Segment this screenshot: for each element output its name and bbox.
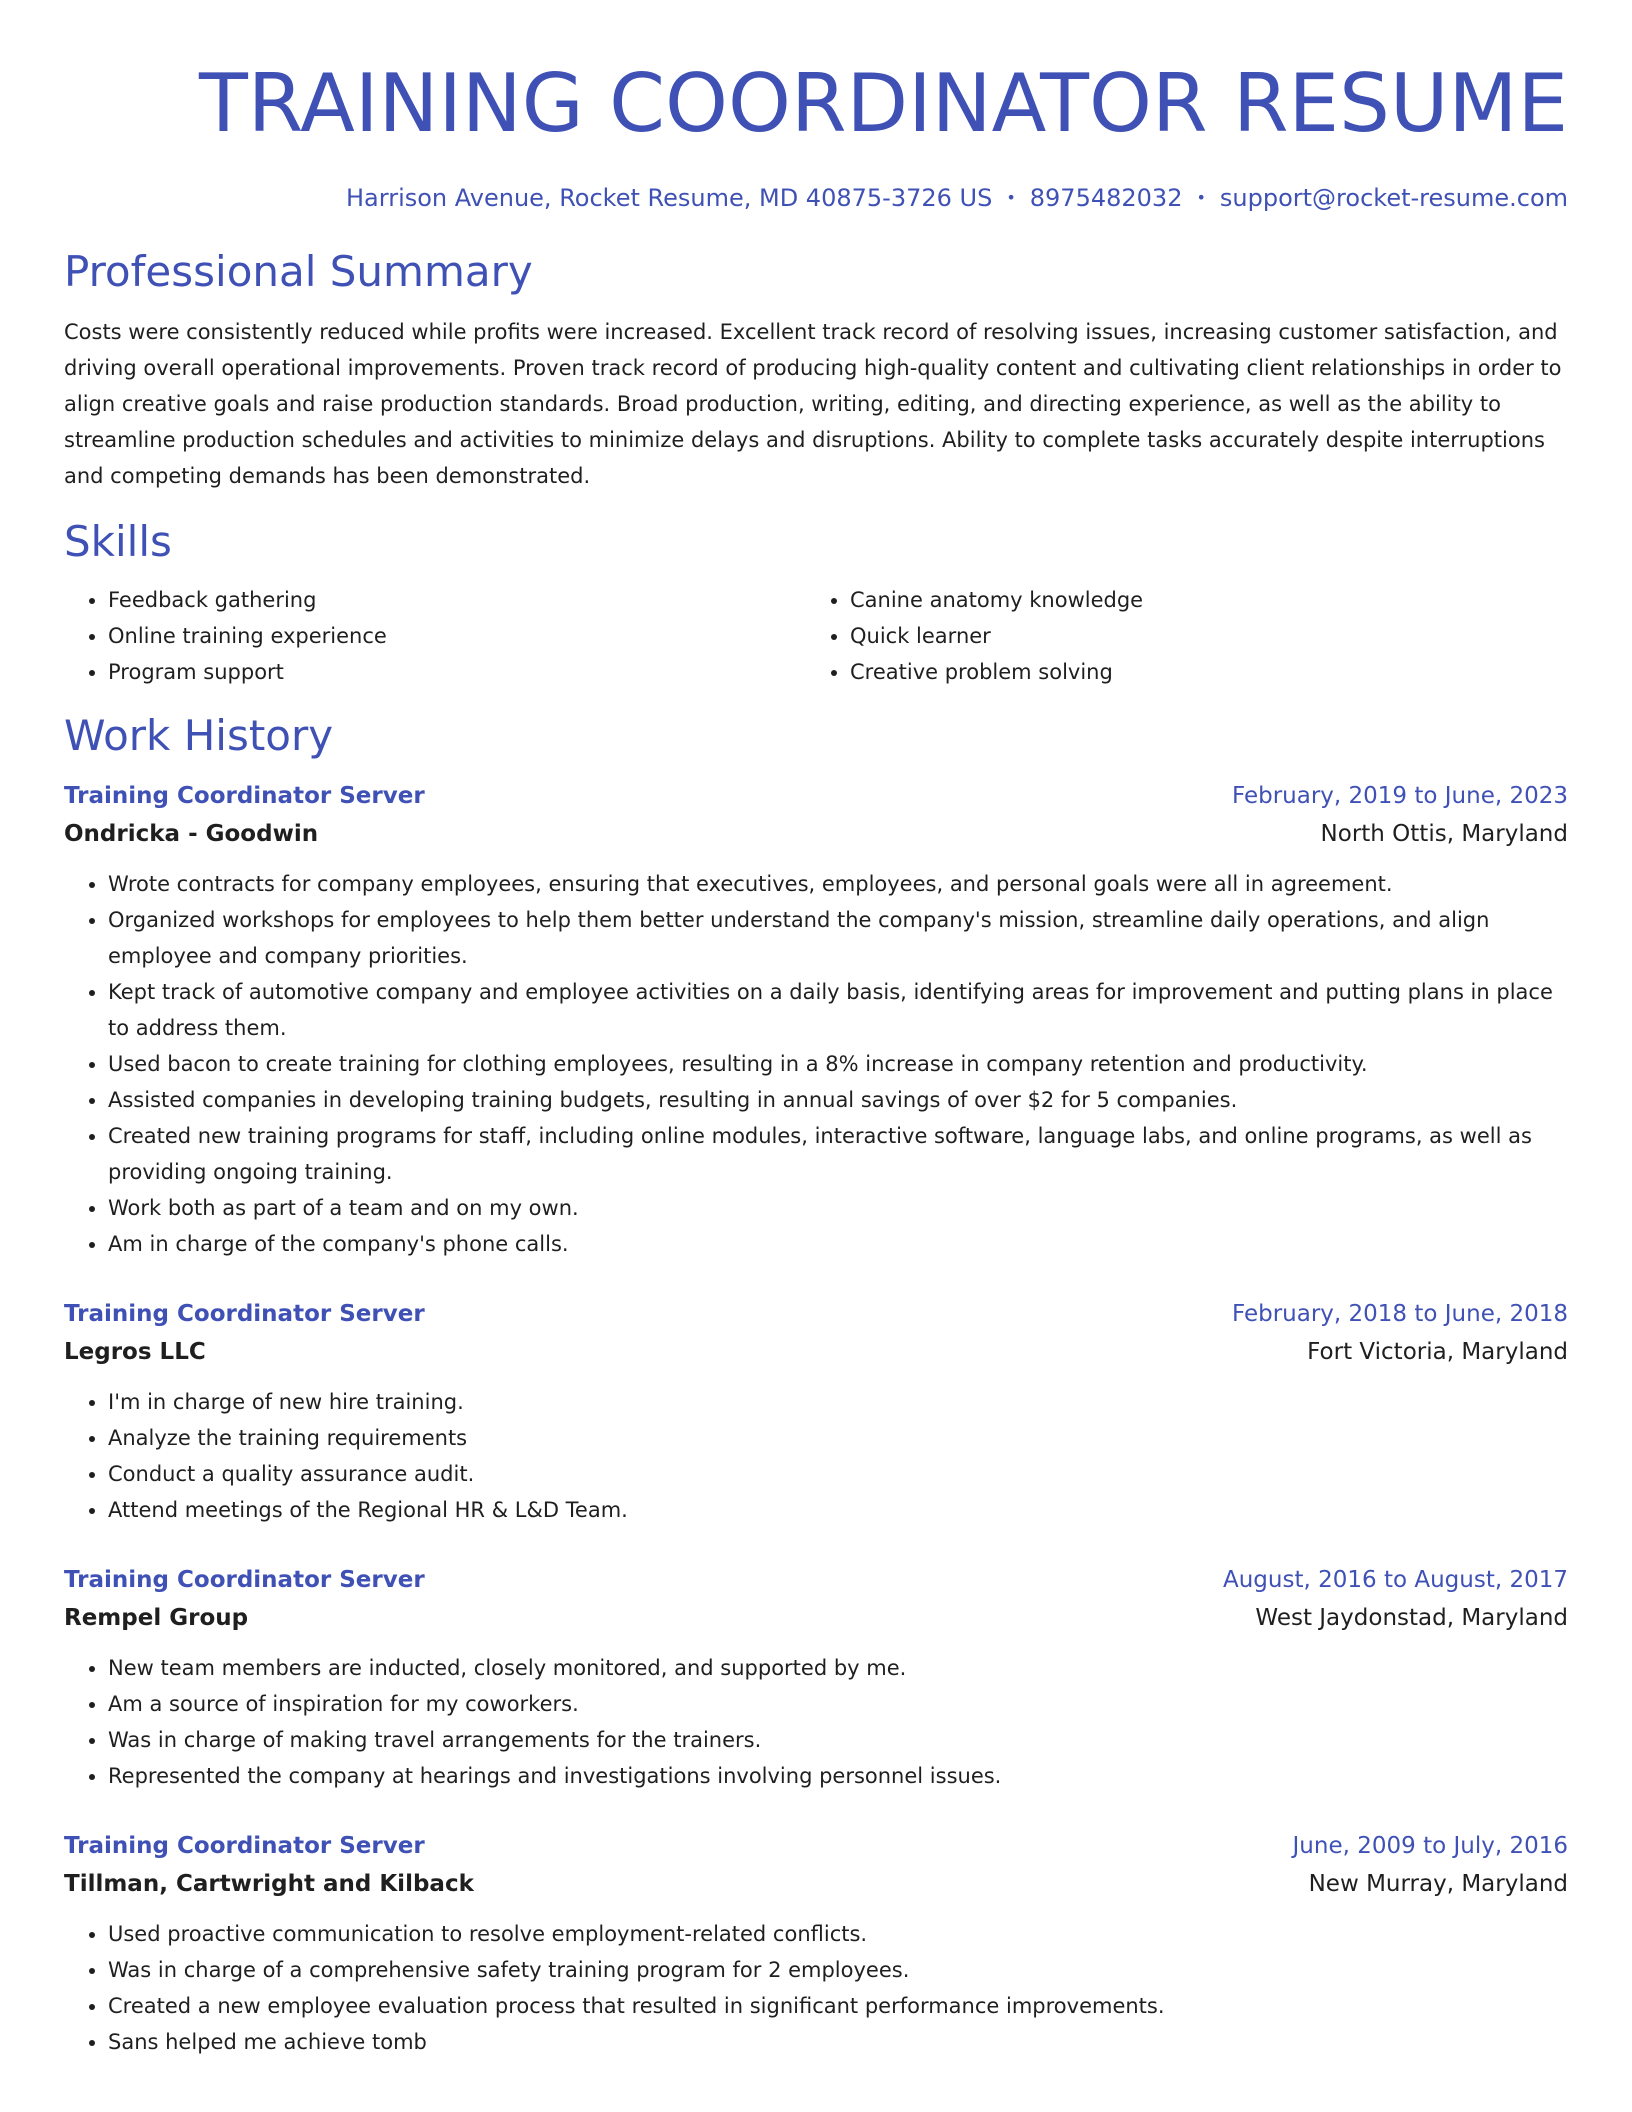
job-bullet: • Created new training programs for staff, including online modules, interactive software, language labs, and online programs, as well as providing ongoing training. [108, 1118, 1568, 1190]
job-entry [64, 778, 1568, 1262]
job-company: Legros LLC [64, 1339, 206, 1365]
job-bullet: • Assisted companies in developing training budgets, resulting in annual savings of over $2 for 5 companies. [108, 1082, 1568, 1118]
job-header-row [64, 1296, 1568, 1332]
contact-phone: 8975482032 [1029, 184, 1183, 212]
skill-item: • Online training experience [108, 618, 806, 654]
job-title: Training Coordinator Server [64, 1301, 425, 1327]
skill-item: • Creative problem solving [850, 654, 1548, 690]
job-bullets [64, 1650, 1568, 1794]
job-bullet: • Created a new employee evaluation process that resulted in significant performance improvements. [108, 1988, 1568, 2024]
job-bullet: • Was in charge of a comprehensive safety training program for 2 employees. [108, 1952, 1568, 1988]
contact-address: Harrison Avenue, Rocket Resume, MD 40875-3726 US [346, 184, 993, 212]
job-location: Fort Victoria, Maryland [1307, 1339, 1568, 1365]
job-dates: February, 2018 to June, 2018 [1231, 1301, 1568, 1327]
job-bullet: • Represented the company at hearings and investigations involving personnel issues. [108, 1758, 1568, 1794]
skill-item: • Canine anatomy knowledge [850, 582, 1548, 618]
skill-item: • Program support [108, 654, 806, 690]
job-location: New Murray, Maryland [1308, 1871, 1568, 1897]
job-bullets [64, 1916, 1568, 2060]
job-bullet: • Conduct a quality assurance audit. [108, 1456, 1568, 1492]
skills-column-left [64, 582, 806, 690]
job-bullet: • Am in charge of the company's phone calls. [108, 1226, 1568, 1262]
job-title: Training Coordinator Server [64, 1567, 425, 1593]
skills-grid [64, 582, 1568, 690]
job-header-row [64, 1828, 1568, 1864]
job-header-row [64, 778, 1568, 814]
job-company-row [64, 1864, 1568, 1904]
job-bullets [64, 866, 1568, 1262]
job-bullets [64, 1384, 1568, 1528]
job-entry [64, 1562, 1568, 1794]
job-dates: June, 2009 to July, 2016 [1292, 1833, 1568, 1859]
job-bullet: • Used proactive communication to resolve employment-related conflicts. [108, 1916, 1568, 1952]
job-title: Training Coordinator Server [64, 783, 425, 809]
job-dates: August, 2016 to August, 2017 [1223, 1567, 1568, 1593]
job-bullet: • Am a source of inspiration for my coworkers. [108, 1686, 1568, 1722]
job-dates: February, 2019 to June, 2023 [1231, 783, 1568, 809]
job-title: Training Coordinator Server [64, 1833, 425, 1859]
job-company: Ondricka - Goodwin [64, 821, 319, 847]
contact-email[interactable]: support@rocket-resume.com [1219, 184, 1568, 212]
job-company: Rempel Group [64, 1605, 249, 1631]
job-bullet: • Organized workshops for employees to help them better understand the company's mission, streamline daily operations, and align employee and company priorities. [108, 902, 1568, 974]
job-location: North Ottis, Maryland [1320, 821, 1568, 847]
job-bullet: • Kept track of automotive company and employee activities on a daily basis, identifying areas for improvement and putting plans in place to address them. [108, 974, 1568, 1046]
job-bullet: • Was in charge of making travel arrangements for the trainers. [108, 1722, 1568, 1758]
resume-title: TRAINING COORDINATOR RESUME [198, 57, 1568, 150]
skills-heading: Skills [64, 517, 172, 566]
job-bullet: • New team members are inducted, closely monitored, and supported by me. [108, 1650, 1568, 1686]
work-history-heading: Work History [64, 711, 334, 760]
job-entry [64, 1296, 1568, 1528]
job-company-row [64, 1332, 1568, 1372]
job-company-row [64, 814, 1568, 854]
job-header-row [64, 1562, 1568, 1598]
summary-text: Costs were consistently reduced while profits were increased. Excellent track record of resolving issues, increasing customer satisfaction, and driving overall operational improvements. Proven track record of producing high-quality content and cultivating client relationships in order to align creative goals and raise production standards. Broad production, writing, editing, and directing experience, as well as the ability to streamline production schedules and activities to minimize delays and disruptions. Ability to complete tasks accurately despite interruptions and competing demands has been demonstrated. [64, 320, 1562, 488]
job-bullet: • Attend meetings of the Regional HR & L&D Team. [108, 1492, 1568, 1528]
job-entry [64, 1828, 1568, 2060]
job-location: West Jaydonstad, Maryland [1255, 1605, 1568, 1631]
skills-column-right [806, 582, 1548, 690]
job-company: Tillman, Cartwright and Kilback [64, 1871, 474, 1897]
resume-page [64, 0, 1568, 2060]
contact-separator: • [1006, 188, 1016, 207]
summary-heading: Professional Summary [64, 247, 533, 296]
contact-line [64, 182, 1568, 214]
job-bullet: • Work both as part of a team and on my own. [108, 1190, 1568, 1226]
skill-item: • Quick learner [850, 618, 1548, 654]
job-bullet: • Analyze the training requirements [108, 1420, 1568, 1456]
job-bullet: • Sans helped me achieve tomb [108, 2024, 1568, 2060]
job-bullet: • Wrote contracts for company employees, ensuring that executives, employees, and personal goals were all in agreement. [108, 866, 1568, 902]
contact-separator: • [1196, 188, 1206, 207]
job-bullet: • Used bacon to create training for clothing employees, resulting in a 8% increase in company retention and productivity. [108, 1046, 1568, 1082]
skill-item: • Feedback gathering [108, 582, 806, 618]
job-company-row [64, 1598, 1568, 1638]
job-bullet: • I'm in charge of new hire training. [108, 1384, 1568, 1420]
